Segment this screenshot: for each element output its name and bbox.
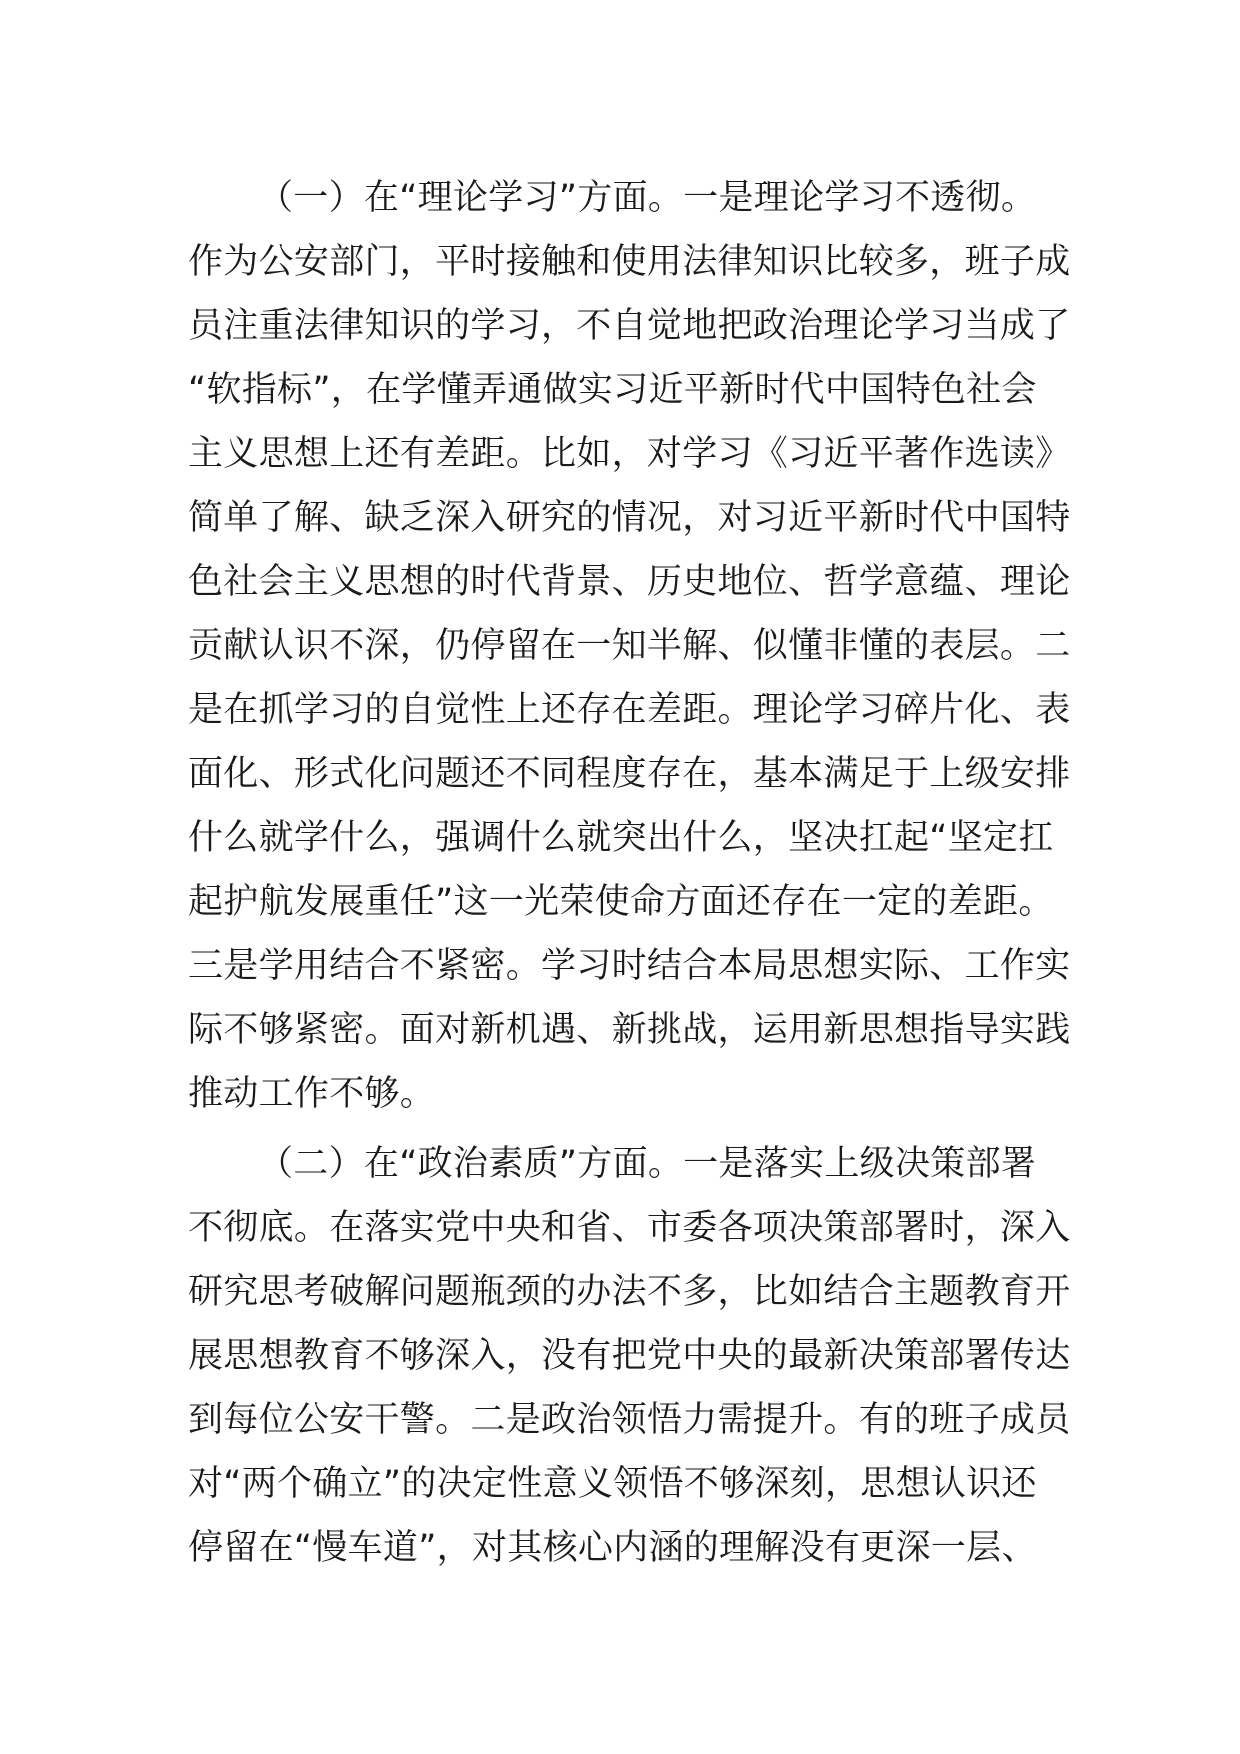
paragraph-line: 面化、形式化问题还不同程度存在，基本满足于上级安排 <box>188 754 1071 794</box>
paragraph-line: 起护航发展重任”这一光荣使命方面还存在一定的差距。 <box>188 882 1054 922</box>
paragraph-line: 对“两个确立”的决定性意义领悟不够深刻，思想认识还 <box>188 1464 1037 1504</box>
paragraph-line: 到每位公安干警。二是政治领悟力需提升。有的班子成员 <box>188 1400 1071 1440</box>
paragraph-line: 研究思考破解问题瓶颈的办法不多，比如结合主题教育开 <box>188 1272 1071 1312</box>
paragraph-line: 展思想教育不够深入，没有把党中央的最新决策部署传达 <box>188 1336 1071 1376</box>
paragraph-line: （二）在“政治素质”方面。一是落实上级决策部署 <box>258 1144 1037 1184</box>
paragraph-line: 不彻底。在落实党中央和省、市委各项决策部署时，深入 <box>188 1208 1071 1248</box>
paragraph-line: 员注重法律知识的学习，不自觉地把政治理论学习当成了 <box>188 306 1071 346</box>
paragraph-line: 作为公安部门，平时接触和使用法律知识比较多，班子成 <box>188 242 1071 282</box>
paragraph-line: “软指标”，在学懂弄通做实习近平新时代中国特色社会 <box>188 370 1037 410</box>
paragraph-line: 停留在“慢车道”，对其核心内涵的理解没有更深一层、 <box>188 1528 1037 1568</box>
paragraph-line: 什么就学什么，强调什么就突出什么，坚决扛起“坚定扛 <box>188 818 1054 858</box>
paragraph-line: 推动工作不够。 <box>188 1074 436 1114</box>
paragraph-2 <box>188 1132 1071 1580</box>
paragraph-line: 是在抓学习的自觉性上还存在差距。理论学习碎片化、表 <box>188 690 1071 730</box>
paragraph-line: 简单了解、缺乏深入研究的情况，对习近平新时代中国特 <box>188 498 1071 538</box>
document-body <box>188 166 1071 1580</box>
paragraph-1 <box>188 166 1071 1126</box>
paragraph-line: 色社会主义思想的时代背景、历史地位、哲学意蕴、理论 <box>188 562 1071 602</box>
paragraph-line: 贡献认识不深，仍停留在一知半解、似懂非懂的表层。二 <box>188 626 1071 666</box>
paragraph-line: 际不够紧密。面对新机遇、新挑战，运用新思想指导实践 <box>188 1010 1071 1050</box>
paragraph-line: 主义思想上还有差距。比如，对学习《习近平著作选读》 <box>188 434 1071 474</box>
paragraph-line: 三是学用结合不紧密。学习时结合本局思想实际、工作实 <box>188 946 1071 986</box>
paragraph-line: （一）在“理论学习”方面。一是理论学习不透彻。 <box>258 178 1037 218</box>
